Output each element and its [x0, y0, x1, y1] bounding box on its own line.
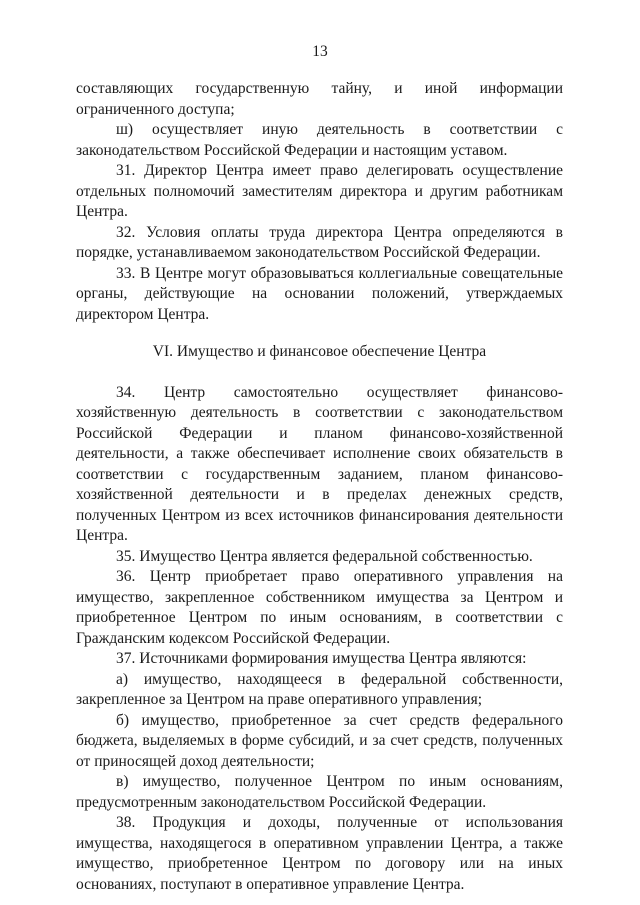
- document-body: [76, 79, 563, 895]
- subitem-b: б) имущество, приобретенное за счет средств федерального бюджета, выделяемых в форме субсидий, и за счет средств, полученных от приносящей доход деятельности;: [76, 711, 563, 770]
- subitem-a: а) имущество, находящееся в федеральной собственности, закрепленное за Центром на праве оперативного управления;: [76, 670, 563, 708]
- clause-38: 38. Продукция и доходы, полученные от использования имущества, находящегося в оперативном управлении Центра, а также имущество, приобретенное Центром по договору или на иных основаниях, поступают в оперативное управление Центра.: [76, 814, 563, 893]
- clause-36: 36. Центр приобретает право оперативного управления на имущество, закрепленное собственником имущества за Центром и приобретенное Центром по иным основаниям, в соответствии с Гражданским кодексом Российской Федерации.: [76, 568, 563, 647]
- clause-32: 32. Условия оплаты труда директора Центра определяются в порядке, устанавливаемом законодательством Российской Федерации.: [76, 223, 563, 261]
- page-number: 13: [312, 43, 328, 60]
- clause-34: 34. Центр самостоятельно осуществляет финансово-хозяйственную деятельность в соответствии с законодательством Российской Федерации и планом финансово-хозяйственной деятельности, а также обеспечивает исполнение своих обязательств в соответствии с государственным заданием, планом финансово-хозяйственной деятельности и в пределах денежных средств, полученных Центром из всех источников финансирования деятельности Центра.: [76, 383, 563, 544]
- subitem-sh: ш) осуществляет иную деятельность в соответствии с законодательством Российской Федерации и настоящим уставом.: [76, 121, 563, 159]
- clause-33: 33. В Центре могут образовываться коллегиальные совещательные органы, действующие на основании положений, утверждаемых директором Центра.: [76, 264, 563, 323]
- subitem-v: в) имущество, полученное Центром по иным основаниям, предусмотренным законодательством Российской Федерации.: [76, 773, 563, 811]
- clause-31: 31. Директор Центра имеет право делегировать осуществление отдельных полномочий заместителям директора и другим работникам Центра.: [76, 162, 563, 220]
- section-heading: VI. Имущество и финансовое обеспечение Центра: [152, 343, 487, 360]
- paragraph-continuation: составляющих государственную тайну, и иной информации ограниченного доступа;: [76, 80, 563, 118]
- clause-37: 37. Источниками формирования имущества Центра являются:: [116, 650, 527, 667]
- clause-35: 35. Имущество Центра является федеральной собственностью.: [116, 547, 533, 565]
